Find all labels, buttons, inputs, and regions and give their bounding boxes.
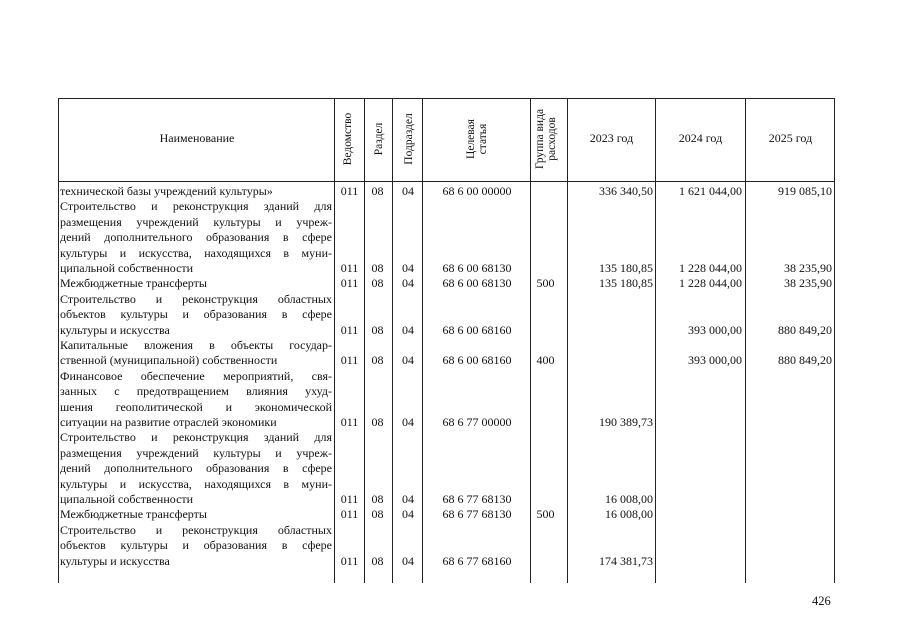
row-cell-target: 68 6 00 68130	[442, 261, 512, 275]
row-cell-sec: 08	[371, 492, 384, 506]
row-cell-sub: 04	[402, 415, 414, 429]
row-cell-sub: 04	[402, 507, 414, 522]
row-name-line: объектов культуры и образования в сфере	[60, 538, 332, 553]
row-name-line: занных с предотвращением влияния ухуд-	[60, 384, 332, 399]
table-column-divider	[655, 98, 656, 583]
row-name-line: объектов культуры и образования в сфере	[60, 307, 332, 322]
table-column-divider	[834, 98, 835, 583]
row-name-line: Строительство и реконструкция областных	[60, 522, 332, 537]
row-name-line: Строительство и реконструкция зданий для	[60, 430, 332, 445]
row-cell-sec: 08	[371, 276, 384, 291]
row-cell-exp: 500	[536, 507, 555, 522]
row-cell-v2024: 393 000,00	[688, 322, 742, 337]
row-cell-sub: 04	[402, 492, 414, 506]
row-name-line: ственной (муниципальной) собственности	[60, 353, 278, 368]
row-name-line: ципальной собственности	[60, 492, 194, 506]
row-cell-v2025: 38 235,90	[784, 276, 832, 291]
row-name-line: размещения учреждений культуры и учреж-	[60, 445, 332, 460]
row-cell-v2023: 16 008,00	[605, 492, 653, 506]
row-cell-target: 68 6 00 68130	[442, 276, 512, 291]
row-cell-v2024: 1 621 044,00	[679, 184, 742, 198]
row-cell-v2023: 336 340,50	[599, 184, 653, 198]
header-section: Раздел	[373, 122, 385, 156]
header-target-line1: Целевая	[465, 119, 477, 159]
row-cell-sub: 04	[402, 184, 414, 198]
row-cell-sub: 04	[402, 353, 414, 368]
header-target-article	[465, 119, 489, 159]
row-cell-sec: 08	[371, 184, 384, 198]
header-exptype-line2: расходов	[546, 117, 558, 161]
row-cell-v2024: 1 228 044,00	[679, 261, 742, 275]
row-cell-v2023: 135 180,85	[599, 261, 653, 275]
row-cell-v2023: 190 389,73	[599, 415, 653, 429]
header-exptype-line1: Группа вида	[534, 108, 546, 170]
row-cell-v2025: 880 849,20	[778, 353, 832, 368]
row-name-line: культуры и искусства, находящихся в муни-	[60, 476, 332, 491]
header-subsection: Подраздел	[403, 113, 415, 165]
row-cell-v2023: 174 381,73	[599, 553, 653, 568]
row-name-line: Финансовое обеспечение мероприятий, свя-	[60, 368, 332, 383]
row-cell-target: 68 6 77 00000	[442, 415, 512, 429]
row-cell-dept: 011	[340, 261, 359, 275]
table-top-border	[58, 98, 835, 99]
table-column-divider	[422, 98, 423, 583]
row-name-line: Строительство и реконструкция областных	[60, 291, 332, 306]
row-cell-exp: 400	[536, 353, 555, 368]
row-cell-sub: 04	[402, 553, 414, 568]
page-number: 426	[812, 594, 831, 608]
row-name-line: культуры и искусства, находящихся в муни-	[60, 245, 332, 260]
row-cell-sub: 04	[402, 261, 414, 275]
row-cell-sub: 04	[402, 322, 414, 337]
table-column-divider	[530, 98, 531, 583]
table-column-divider	[334, 98, 335, 583]
row-cell-dept: 011	[340, 553, 359, 568]
header-department: Ведомство	[342, 112, 354, 166]
row-name-line: шения геополитической и экономической	[60, 399, 332, 414]
row-cell-target: 68 6 77 68130	[442, 507, 512, 522]
row-name-line: культуры и искусства	[60, 553, 170, 568]
row-cell-sec: 08	[371, 415, 384, 429]
row-cell-dept: 011	[340, 322, 359, 337]
header-name: Наименование	[159, 131, 235, 145]
row-name-line: технической базы учреждений культуры»	[60, 184, 273, 198]
row-cell-dept: 011	[340, 415, 359, 429]
header-year-2024: 2024 год	[678, 131, 723, 145]
row-cell-target: 68 6 00 00000	[442, 184, 512, 198]
row-cell-sub: 04	[402, 276, 414, 291]
row-cell-v2025: 880 849,20	[778, 322, 832, 337]
row-cell-target: 68 6 77 68130	[442, 492, 512, 506]
row-name-line: ситуации на развитие отраслей экономики	[60, 415, 277, 429]
row-name-line: культуры и искусства	[60, 322, 170, 337]
header-target-line2: статья	[477, 123, 489, 155]
row-cell-target: 68 6 00 68160	[442, 322, 512, 337]
row-cell-dept: 011	[340, 492, 359, 506]
header-bottom-border	[58, 181, 835, 182]
row-name-line: дений дополнительного образования в сфере	[60, 461, 332, 476]
table-column-divider	[364, 98, 365, 583]
header-year-2023: 2023 год	[589, 131, 634, 145]
row-name-line: Межбюджетные трансферты	[60, 276, 207, 291]
row-name-line: Капитальные вложения в объекты государ-	[60, 338, 332, 352]
row-cell-target: 68 6 00 68160	[442, 353, 512, 368]
table-column-divider	[58, 98, 59, 583]
row-cell-dept: 011	[340, 276, 359, 291]
row-cell-target: 68 6 77 68160	[442, 553, 512, 568]
row-cell-v2023: 16 008,00	[605, 507, 653, 522]
row-cell-v2024: 393 000,00	[688, 353, 742, 368]
row-cell-exp: 500	[536, 276, 555, 291]
row-cell-dept: 011	[340, 507, 359, 522]
row-cell-v2024: 1 228 044,00	[679, 276, 742, 291]
table-column-divider	[745, 98, 746, 583]
row-cell-sec: 08	[371, 322, 384, 337]
row-cell-v2023: 135 180,85	[599, 276, 653, 291]
row-name-line: размещения учреждений культуры и учреж-	[60, 214, 332, 229]
row-name-line: Межбюджетные трансферты	[60, 507, 207, 522]
row-cell-sec: 08	[371, 553, 384, 568]
row-name-line: дений дополнительного образования в сфере	[60, 230, 332, 245]
row-cell-dept: 011	[340, 353, 359, 368]
row-name-line: ципальной собственности	[60, 261, 194, 275]
row-cell-dept: 011	[340, 184, 359, 198]
table-column-divider	[392, 98, 393, 583]
row-cell-v2025: 38 235,90	[784, 261, 832, 275]
row-cell-sec: 08	[371, 507, 384, 522]
row-cell-sec: 08	[371, 353, 384, 368]
row-name-line: Строительство и реконструкция зданий для	[60, 199, 332, 214]
table-column-divider	[567, 98, 568, 583]
header-year-2025: 2025 год	[768, 131, 813, 145]
header-expense-type	[534, 109, 558, 169]
row-cell-v2025: 919 085,10	[778, 184, 832, 198]
row-cell-sec: 08	[371, 261, 384, 275]
